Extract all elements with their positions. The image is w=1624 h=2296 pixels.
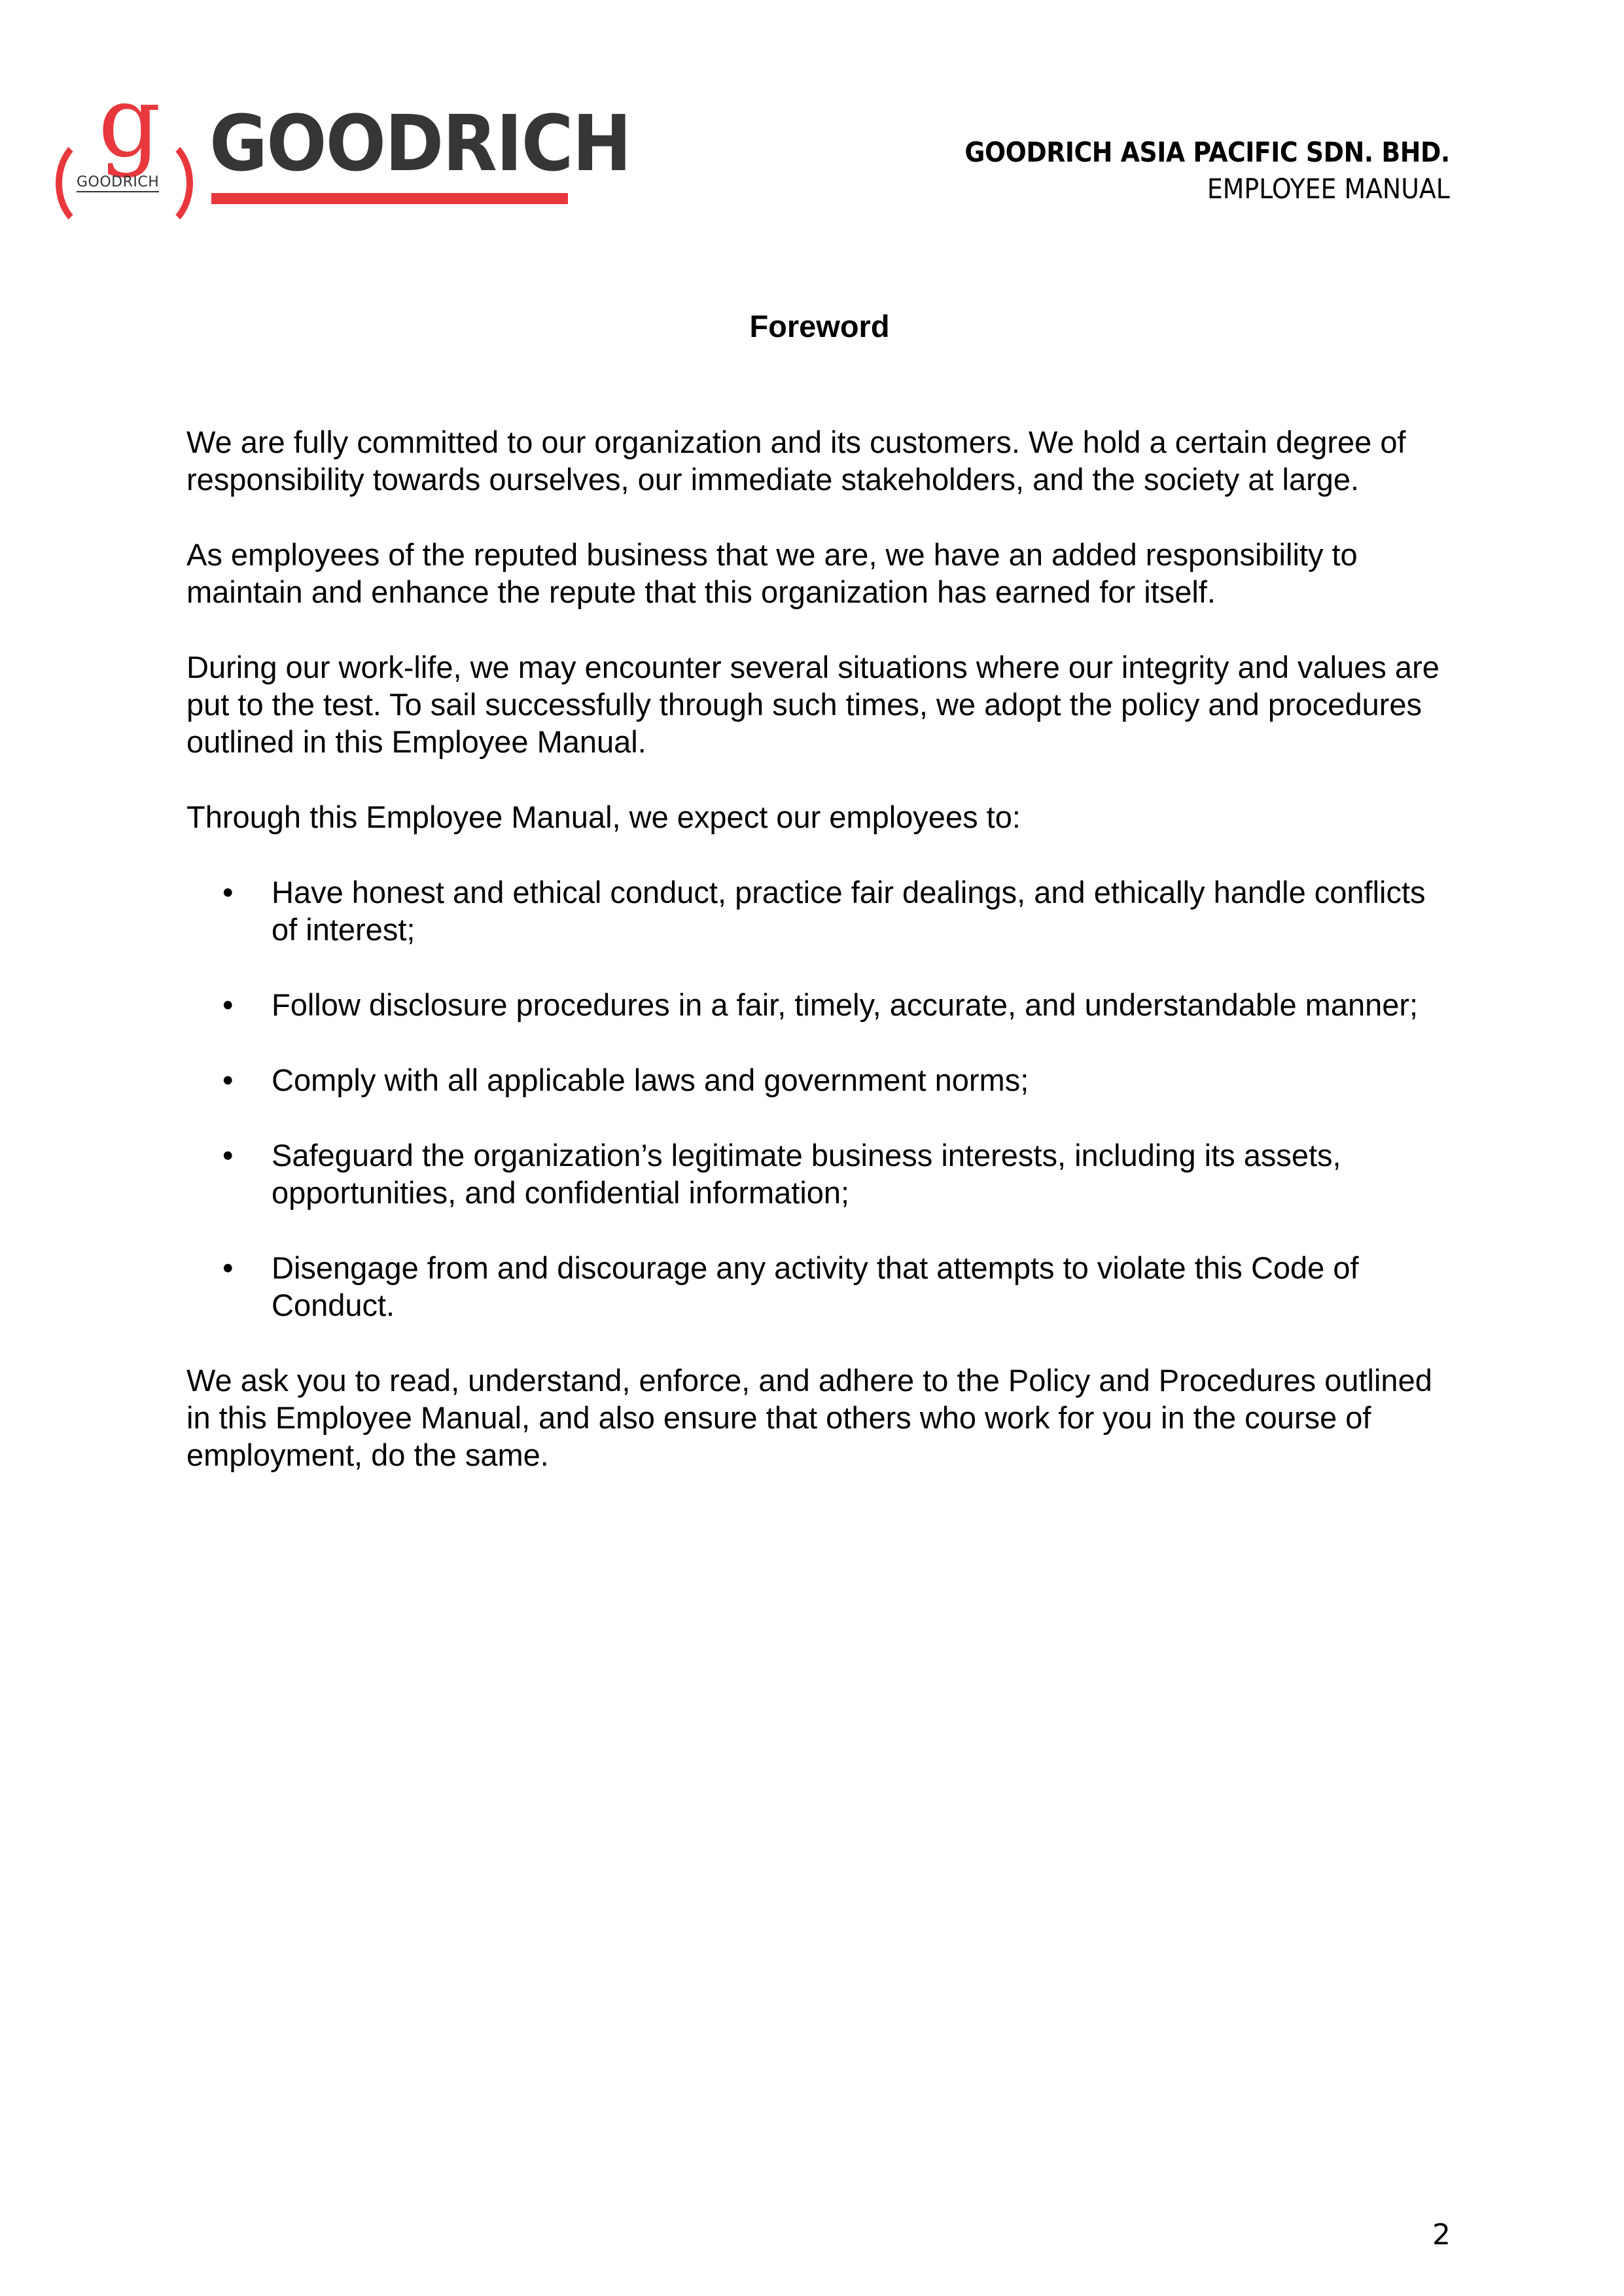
paragraph: As employees of the reputed business that we are, we have an added responsibility to maintain and enhance the repute that this organization has earned for itself. (186, 537, 1358, 609)
goodrich-logo (56, 65, 631, 232)
closing-paragraph: We ask you to read, understand, enforce, and adhere to the Policy and Procedures outlined in this Employee Manual, and also ensure that others who work for you in the course of employment, do the same. (186, 1363, 1432, 1472)
expectations-list (186, 874, 1453, 1324)
header-company-block (911, 134, 1450, 207)
list-item-text: Follow disclosure procedures in a fair, timely, accurate, and understandable manner; (272, 987, 1419, 1022)
list-item (186, 874, 1453, 948)
list-item (186, 1249, 1453, 1324)
company-name: GOODRICH ASIA PACIFIC SDN. BHD. (964, 136, 1450, 168)
logo-wordmark: GOODRICH (209, 98, 631, 188)
list-item-text: Disengage from and discourage any activity that attempts to violate this Code of Conduct. (272, 1250, 1359, 1322)
logo-underline-bar (211, 193, 568, 204)
paragraph: We are fully committed to our organization and its customers. We hold a certain degree of responsibility towards ourselves, our immediate stakeholders, and the society at large. (186, 425, 1406, 497)
list-item-text: Safeguard the organization’s legitimate business interests, including its assets, opportunities, and confidential information; (272, 1138, 1341, 1210)
logo-mark (56, 65, 193, 232)
paragraph: During our work-life, we may encounter several situations where our integrity and values are put to the test. To sail successfully through such times, we adopt the policy and procedures outlined in this Employee Manual. (186, 650, 1439, 759)
list-item (186, 986, 1453, 1023)
logo-g-glyph: g (98, 65, 162, 179)
bullet-icon: • (222, 1138, 234, 1173)
bullet-icon: • (222, 875, 234, 910)
bullet-icon: • (222, 1063, 234, 1097)
foreword-section (186, 308, 1453, 1511)
logo-mark-text: GOODRICH (77, 174, 159, 192)
paragraph: Through this Employee Manual, we expect our employees to: (186, 800, 1021, 834)
list-item-text: Have honest and ethical conduct, practice fair dealings, and ethically handle conflicts of interest; (272, 875, 1426, 947)
page-number: 2 (1432, 2218, 1451, 2252)
list-item (186, 1061, 1453, 1099)
list-item (186, 1137, 1453, 1211)
section-title: Foreword (749, 309, 890, 344)
document-title: EMPLOYEE MANUAL (1207, 173, 1450, 205)
bullet-icon: • (222, 1250, 234, 1285)
list-item-text: Comply with all applicable laws and government norms; (272, 1063, 1029, 1097)
bullet-icon: • (222, 987, 234, 1022)
